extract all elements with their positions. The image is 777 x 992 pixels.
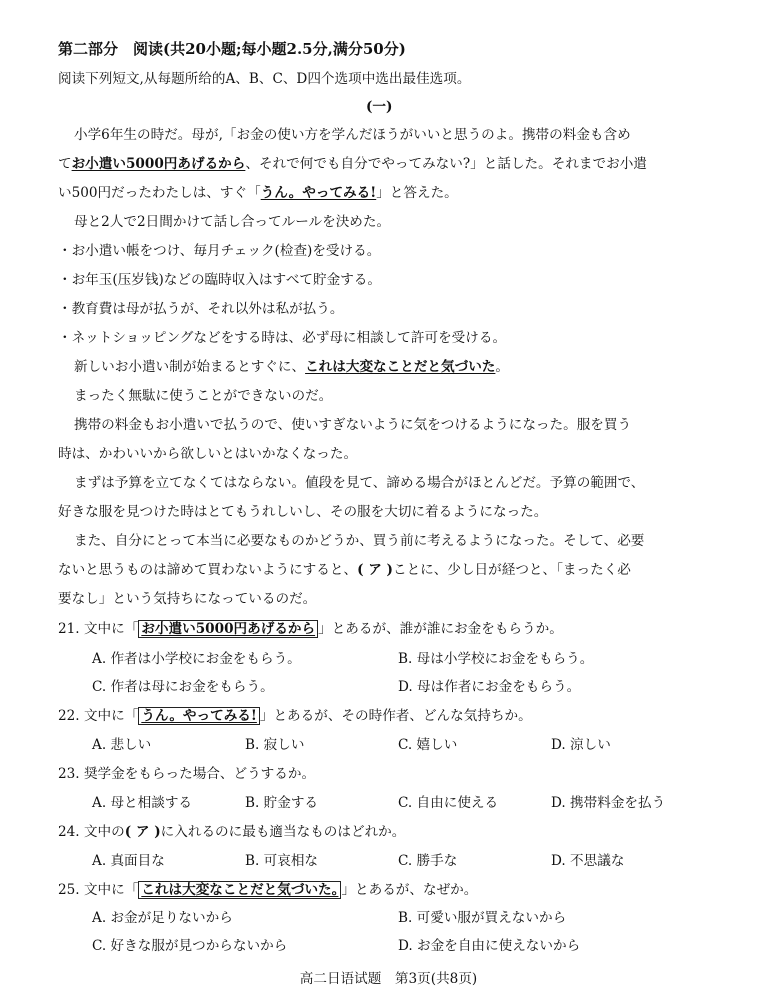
- passage-line: てお小遣い5000円あげるから、それで何でも自分でやってみない?」と話した。それまでお小遣: [58, 156, 647, 172]
- passage-line: 時は、かわいいから欲しいとはいかなくなった。: [58, 446, 358, 462]
- passage-line: 母と2人で2日間かけて話し合ってルールを決めた。: [74, 214, 391, 230]
- underlined-phrase: うん。やってみる!: [260, 185, 377, 201]
- passage-line: 新しいお小遣い制が始まるとすぐに、これは大変なことだと気づいた。: [74, 359, 509, 375]
- rule-item: ・教育費は母が払うが、それ以外は私が払う。: [58, 301, 344, 317]
- answer-option[interactable]: D. 涼しい: [551, 737, 611, 753]
- answer-option[interactable]: D. 不思議な: [551, 853, 625, 869]
- blank-marker: ( ア ): [124, 824, 161, 840]
- answer-option[interactable]: A. 悲しい: [92, 737, 152, 753]
- passage-line: まったく無駄に使うことができないのだ。: [74, 388, 333, 404]
- boxed-phrase: これは大変なことだと気づいた。: [138, 881, 341, 899]
- answer-option[interactable]: C. 作者は母にお金をもらう。: [92, 679, 274, 695]
- passage-line: また、自分にとって本当に必要なものかどうか、買う前に考えるようになった。そして、必要: [74, 533, 645, 549]
- passage-line: 好きな服を見つけた時はとてもうれしいし、その服を大切に着るようになった。: [58, 504, 548, 520]
- answer-option[interactable]: C. 好きな服が見つからないから: [92, 938, 288, 954]
- passage-line: 携帯の料金もお小遣いで払うので、使いすぎないように気をつけるようになった。服を買う: [74, 417, 632, 433]
- page-footer: 高二日语试题 第3页(共8页): [299, 971, 478, 987]
- answer-option[interactable]: B. 寂しい: [245, 737, 305, 753]
- answer-option[interactable]: D. 母は作者にお金をもらう。: [398, 679, 581, 695]
- question-stem: 25. 文中に「 これは大変なことだと気づいた。 」とあるが、なぜか。: [58, 882, 478, 898]
- boxed-phrase: お小遣い5000円あげるから: [138, 620, 318, 638]
- question-stem: 21. 文中に「 お小遣い5000円あげるから 」とあるが、誰が誰にお金をもらうか。: [58, 621, 563, 637]
- answer-option[interactable]: A. 母と相談する: [92, 795, 193, 811]
- answer-option[interactable]: A. お金が足りないから: [92, 910, 233, 926]
- passage-number: (一): [366, 99, 393, 115]
- blank-marker: ( ア ): [357, 562, 393, 578]
- passage-line: 要なし」という気持ちになっているのだ。: [58, 591, 317, 607]
- section-title: 第二部分 阅读(共20小题;每小题2.5分,满分50分): [58, 40, 406, 58]
- passage-line: い500円だったわたしは、すぐ「うん。やってみる!」と答えた。: [58, 185, 458, 201]
- answer-option[interactable]: B. 可哀相な: [245, 853, 319, 869]
- section-instruction: 阅读下列短文,从每题所给的A、B、C、D四个选项中选出最佳选项。: [58, 71, 471, 87]
- answer-option[interactable]: D. 携帯料金を払う: [551, 795, 666, 811]
- answer-option[interactable]: D. お金を自由に使えないから: [398, 938, 581, 954]
- passage-line: まずは予算を立てなくてはならない。値段を見て、諦める場合がほとんどだ。予算の範囲で、: [74, 475, 645, 491]
- answer-option[interactable]: B. 可愛い服が買えないから: [398, 910, 567, 926]
- question-stem: 23. 奨学金をもらった場合、どうするか。: [58, 766, 316, 782]
- answer-option[interactable]: A. 真面目な: [92, 853, 165, 869]
- underlined-phrase: お小遣い5000円あげるから: [71, 156, 246, 172]
- rule-item: ・お小遣い帳をつけ、毎月チェック(检查)を受ける。: [58, 243, 381, 259]
- boxed-phrase: うん。やってみる!: [138, 707, 260, 725]
- rule-item: ・ネットショッピングなどをする時は、必ず母に相談して許可を受ける。: [58, 330, 507, 346]
- answer-option[interactable]: C. 勝手な: [398, 853, 458, 869]
- question-stem: 22. 文中に「 うん。やってみる! 」とあるが、その時作者、どんな気持ちか。: [58, 708, 532, 724]
- answer-option[interactable]: B. 母は小学校にお金をもらう。: [398, 651, 594, 667]
- answer-option[interactable]: B. 貯金する: [245, 795, 319, 811]
- passage-line: ないと思うものは諦めて買わないようにすると、( ア )ことに、少し日が経つと、「まったく必: [58, 562, 631, 578]
- underlined-phrase: これは大変なことだと気づいた: [305, 359, 496, 375]
- answer-option[interactable]: C. 嬉しい: [398, 737, 458, 753]
- question-stem: 24. 文中の( ア )に入れるのに最も適当なものはどれか。: [58, 824, 406, 840]
- answer-option[interactable]: C. 自由に使える: [398, 795, 499, 811]
- rule-item: ・お年玉(压岁钱)などの臨時収入はすべて貯金する。: [58, 272, 381, 288]
- passage-line: 小学6年生の時だ。母が,「お金の使い方を学んだほうがいいと思うのよ。携帯の料金も含め: [74, 127, 631, 143]
- answer-option[interactable]: A. 作者は小学校にお金をもらう。: [92, 651, 301, 667]
